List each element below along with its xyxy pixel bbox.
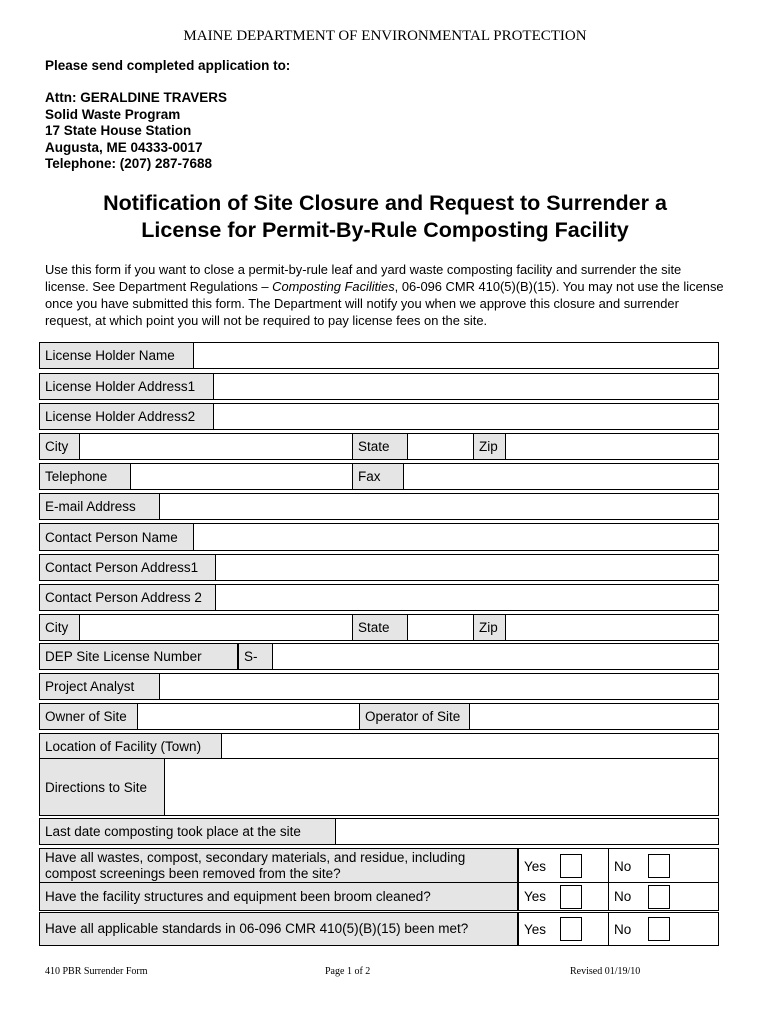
row-email — [39, 493, 719, 520]
contact-address1-field[interactable] — [216, 555, 718, 580]
row-last-date — [39, 818, 719, 845]
row-directions — [39, 758, 719, 816]
intro-text: Use this form if you want to close a permit-by-rule leaf and yard waste composting facility and surrender the site license. See Department Regulations – — [45, 262, 682, 294]
city-field[interactable] — [80, 434, 352, 459]
license-holder-address1-field[interactable] — [214, 374, 718, 399]
row-contact-name — [39, 523, 719, 551]
location-label: Location of Facility (Town) — [40, 734, 222, 759]
contact-zip-field[interactable] — [506, 615, 718, 640]
license-prefix-label: S- — [238, 644, 273, 669]
license-holder-address2-field[interactable] — [214, 404, 718, 429]
contact-name-field[interactable] — [194, 524, 718, 550]
zip-field[interactable] — [506, 434, 718, 459]
yes-checkbox[interactable] — [560, 917, 582, 941]
address-line: 17 State House Station — [45, 123, 192, 138]
no-option — [608, 849, 718, 883]
title-line-1: Notification of Site Closure and Request to Surrender a — [103, 191, 667, 215]
license-holder-name-label: License Holder Name — [40, 343, 194, 368]
yes-option — [518, 883, 608, 910]
telephone-label: Telephone — [40, 464, 131, 489]
row-telephone-fax — [39, 463, 719, 490]
no-option — [608, 883, 718, 910]
intro-paragraph — [45, 261, 725, 329]
footer-revised-date: Revised 01/19/10 — [570, 966, 641, 977]
row-license-holder-name — [39, 342, 719, 369]
title-line-2: License for Permit-By-Rule Composting Facility — [141, 218, 629, 242]
no-label: No — [614, 889, 632, 904]
contact-zip-label: Zip — [473, 615, 506, 640]
fax-label: Fax — [352, 464, 404, 489]
no-label: No — [614, 858, 632, 874]
contact-state-field[interactable] — [408, 615, 473, 640]
row-license-holder-address2 — [39, 403, 719, 430]
contact-state-label: State — [352, 615, 408, 640]
yes-label: Yes — [524, 921, 547, 937]
question-row — [39, 848, 719, 884]
no-checkbox[interactable] — [648, 885, 670, 909]
license-holder-address1-label: License Holder Address1 — [40, 374, 214, 399]
agency-name: MAINE DEPARTMENT OF ENVIRONMENTAL PROTECTION — [183, 28, 587, 44]
no-checkbox[interactable] — [648, 917, 670, 941]
row-city-state-zip — [39, 433, 719, 460]
last-date-field[interactable] — [336, 819, 718, 844]
yes-option — [518, 913, 608, 945]
last-date-label: Last date composting took place at the site — [40, 819, 336, 844]
row-contact-city-state-zip — [39, 614, 719, 641]
dep-license-label: DEP Site License Number — [40, 644, 238, 669]
question-text: Have all wastes, compost, secondary materials, and residue, including compost screenings been removed from the site? — [40, 849, 518, 883]
mailing-address — [45, 90, 227, 173]
state-label: State — [352, 434, 408, 459]
footer-form-name: 410 PBR Surrender Form — [45, 966, 148, 977]
intro-text-cont: , 06-096 CMR 410(5)(B)(15). You may not use the license once you have submitted this form. The Department will notify you when we approve this closure and surrender request, at which point you will not be required to pay license fees on the site. — [45, 279, 724, 328]
license-holder-address2-label: License Holder Address2 — [40, 404, 214, 429]
operator-label: Operator of Site — [359, 704, 470, 729]
address-line: Attn: GERALDINE TRAVERS — [45, 90, 227, 105]
owner-label: Owner of Site — [40, 704, 138, 729]
zip-label: Zip — [473, 434, 506, 459]
row-location — [39, 733, 719, 760]
state-field[interactable] — [408, 434, 473, 459]
address-line: Solid Waste Program — [45, 106, 181, 122]
footer-page-number: Page 1 of 2 — [325, 966, 371, 977]
email-label: E-mail Address — [40, 494, 160, 519]
no-checkbox[interactable] — [648, 854, 670, 878]
intro-emphasis: Composting Facilities — [272, 279, 395, 294]
project-analyst-label: Project Analyst — [40, 674, 160, 699]
row-dep-license — [39, 643, 719, 670]
location-field[interactable] — [222, 734, 718, 759]
row-project-analyst — [39, 673, 719, 700]
contact-address2-field[interactable] — [216, 585, 718, 610]
project-analyst-field[interactable] — [160, 674, 718, 699]
question-text: Have all applicable standards in 06-096 CMR 410(5)(B)(15) been met? — [40, 913, 518, 945]
license-holder-name-field[interactable] — [194, 343, 718, 368]
directions-label: Directions to Site — [40, 759, 165, 815]
row-contact-address1 — [39, 554, 719, 581]
question-text: Have the facility structures and equipment been broom cleaned? — [40, 883, 518, 910]
yes-option — [518, 849, 608, 883]
operator-field[interactable] — [470, 704, 718, 729]
owner-field[interactable] — [138, 704, 359, 729]
contact-address2-label: Contact Person Address 2 — [40, 585, 216, 610]
contact-name-label: Contact Person Name — [40, 524, 194, 550]
yes-checkbox[interactable] — [560, 885, 582, 909]
no-option — [608, 913, 718, 945]
row-owner-operator — [39, 703, 719, 730]
send-to-label: Please send completed application to: — [45, 58, 291, 73]
contact-city-label: City — [40, 615, 80, 640]
yes-label: Yes — [524, 858, 547, 874]
dep-license-field[interactable] — [273, 644, 718, 669]
address-line: Telephone: (207) 287-7688 — [45, 156, 213, 171]
no-label: No — [614, 921, 632, 937]
question-row — [39, 882, 719, 911]
yes-checkbox[interactable] — [560, 854, 582, 878]
contact-city-field[interactable] — [80, 615, 352, 640]
contact-address1-label: Contact Person Address1 — [40, 555, 216, 580]
row-license-holder-address1 — [39, 373, 719, 400]
question-row — [39, 912, 719, 946]
application-form — [39, 342, 719, 949]
address-line: Augusta, ME 04333-0017 — [45, 139, 203, 155]
directions-field[interactable] — [165, 759, 718, 815]
form-title — [45, 190, 725, 244]
city-label: City — [40, 434, 80, 459]
fax-field[interactable] — [404, 464, 718, 489]
row-contact-address2 — [39, 584, 719, 611]
email-field[interactable] — [160, 494, 718, 519]
telephone-field[interactable] — [131, 464, 352, 489]
yes-label: Yes — [524, 889, 547, 904]
